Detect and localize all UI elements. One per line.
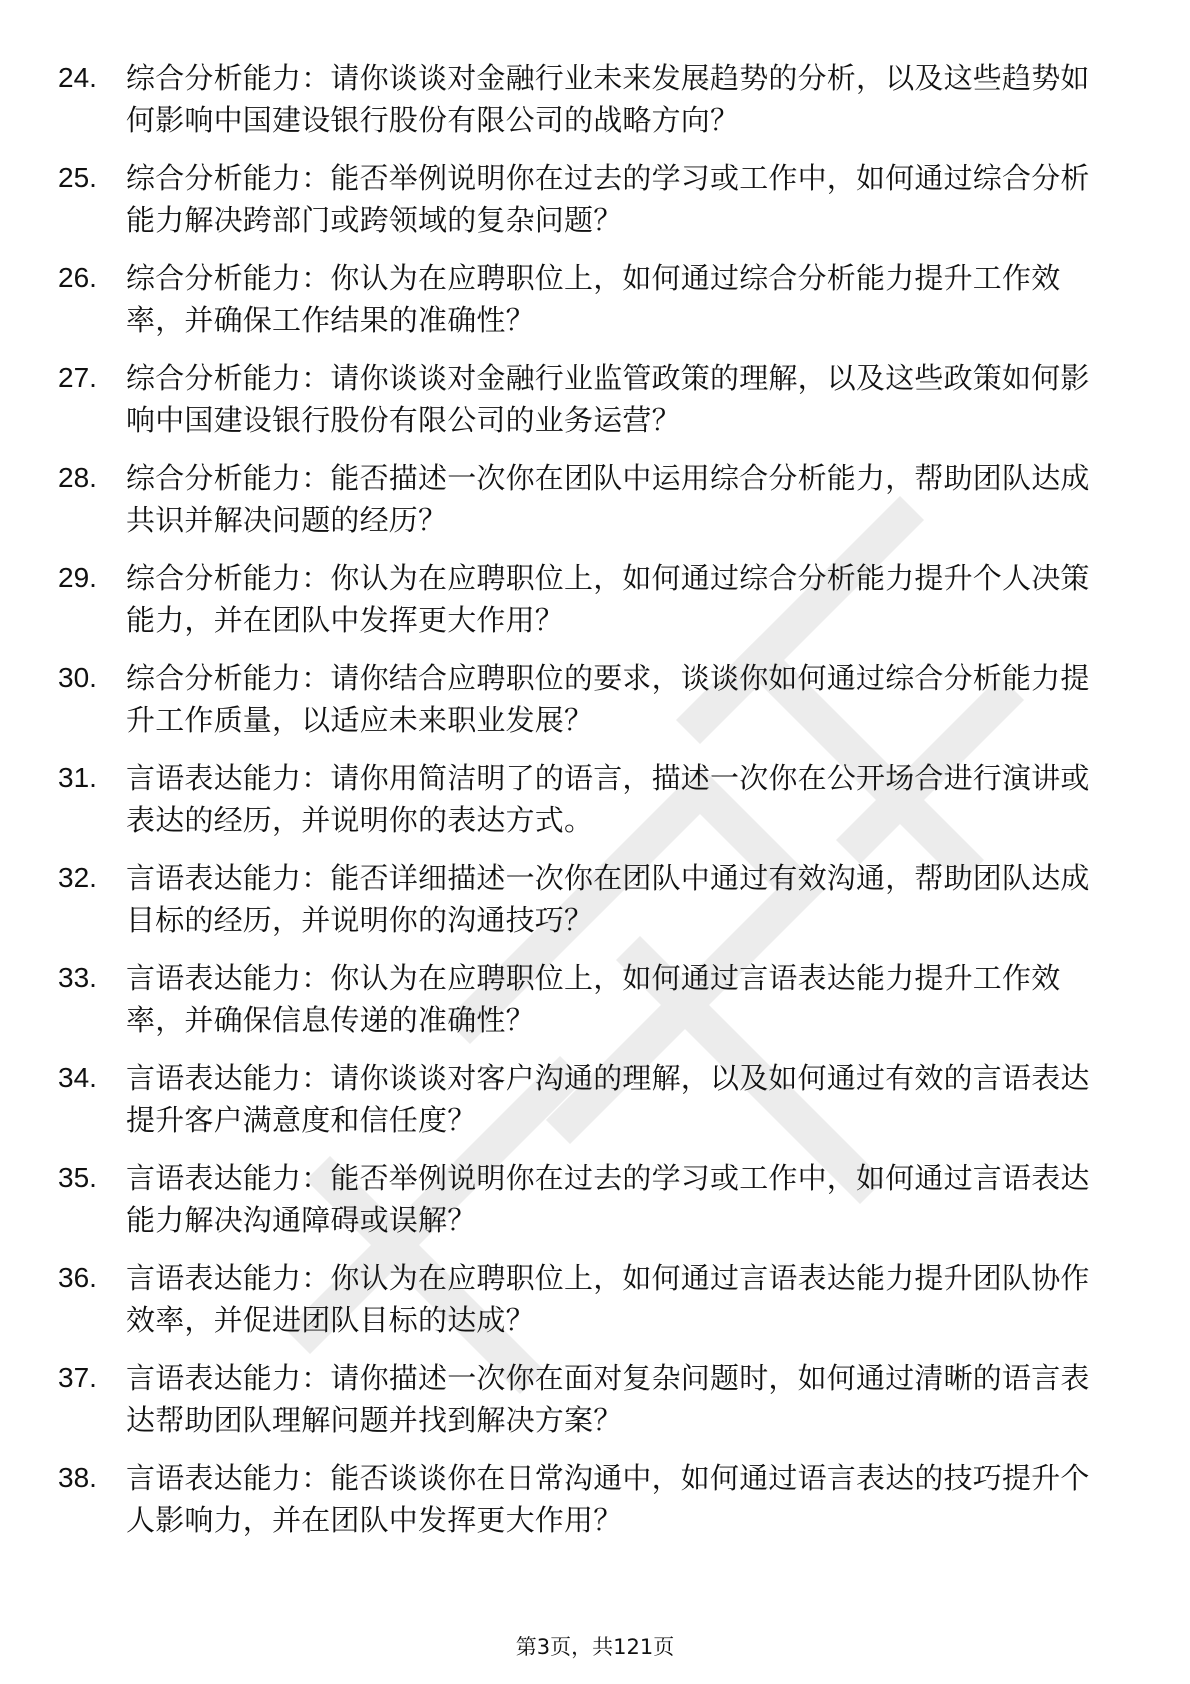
list-item xyxy=(0,350,1190,450)
question-text: 言语表达能力：请你描述一次你在面对复杂问题时，如何通过清晰的语言表达帮助团队理解问题并找到解决方案？ xyxy=(126,1361,1090,1437)
question-number: 33. xyxy=(58,962,97,993)
question-text: 言语表达能力：能否详细描述一次你在团队中通过有效沟通，帮助团队达成目标的经历，并说明你的沟通技巧？ xyxy=(126,861,1090,937)
list-item xyxy=(0,450,1190,550)
question-number: 29. xyxy=(58,562,97,593)
question-text: 言语表达能力：能否谈谈你在日常沟通中，如何通过语言表达的技巧提升个人影响力，并在团队中发挥更大作用？ xyxy=(126,1461,1090,1537)
question-number: 36. xyxy=(58,1262,97,1293)
question-text: 综合分析能力：你认为在应聘职位上，如何通过综合分析能力提升工作效率，并确保工作结果的准确性？ xyxy=(126,261,1061,337)
question-number: 37. xyxy=(58,1362,97,1393)
list-item xyxy=(0,1450,1190,1550)
question-number: 25. xyxy=(58,162,97,193)
list-item xyxy=(0,950,1190,1050)
page-footer: 第3页，共121页 xyxy=(515,1635,675,1659)
question-text: 言语表达能力：你认为在应聘职位上，如何通过言语表达能力提升工作效率，并确保信息传递的准确性？ xyxy=(126,961,1061,1037)
list-item xyxy=(0,850,1190,950)
question-number: 38. xyxy=(58,1462,97,1493)
question-text: 综合分析能力：能否举例说明你在过去的学习或工作中，如何通过综合分析能力解决跨部门或跨领域的复杂问题？ xyxy=(126,161,1090,237)
question-text: 言语表达能力：你认为在应聘职位上，如何通过言语表达能力提升团队协作效率，并促进团队目标的达成？ xyxy=(126,1261,1090,1337)
question-text: 言语表达能力：能否举例说明你在过去的学习或工作中，如何通过言语表达能力解决沟通障碍或误解？ xyxy=(126,1161,1090,1237)
list-item xyxy=(0,50,1190,150)
question-text: 综合分析能力：你认为在应聘职位上，如何通过综合分析能力提升个人决策能力，并在团队中发挥更大作用？ xyxy=(126,561,1090,637)
list-item xyxy=(0,750,1190,850)
question-number: 30. xyxy=(58,662,97,693)
list-item xyxy=(0,1150,1190,1250)
question-text: 综合分析能力：请你谈谈对金融行业未来发展趋势的分析，以及这些趋势如何影响中国建设银行股份有限公司的战略方向？ xyxy=(126,61,1090,137)
question-number: 31. xyxy=(58,762,97,793)
question-text: 言语表达能力：请你用简洁明了的语言，描述一次你在公开场合进行演讲或表达的经历，并说明你的表达方式。 xyxy=(126,761,1090,837)
list-item xyxy=(0,150,1190,250)
question-number: 28. xyxy=(58,462,97,493)
list-item xyxy=(0,1050,1190,1150)
question-text: 言语表达能力：请你谈谈对客户沟通的理解，以及如何通过有效的言语表达提升客户满意度和信任度？ xyxy=(126,1061,1090,1137)
question-text: 综合分析能力：能否描述一次你在团队中运用综合分析能力，帮助团队达成共识并解决问题的经历？ xyxy=(126,461,1090,537)
question-number: 27. xyxy=(58,362,97,393)
list-item xyxy=(0,250,1190,350)
list-item xyxy=(0,550,1190,650)
question-list xyxy=(0,50,1190,1550)
question-text: 综合分析能力：请你结合应聘职位的要求，谈谈你如何通过综合分析能力提升工作质量，以适应未来职业发展？ xyxy=(126,661,1090,737)
question-number: 26. xyxy=(58,262,97,293)
question-text: 综合分析能力：请你谈谈对金融行业监管政策的理解，以及这些政策如何影响中国建设银行股份有限公司的业务运营？ xyxy=(126,361,1090,437)
question-number: 34. xyxy=(58,1062,97,1093)
list-item xyxy=(0,650,1190,750)
list-item xyxy=(0,1350,1190,1450)
question-number: 32. xyxy=(58,862,97,893)
question-number: 24. xyxy=(58,62,97,93)
list-item xyxy=(0,1250,1190,1350)
question-number: 35. xyxy=(58,1162,97,1193)
